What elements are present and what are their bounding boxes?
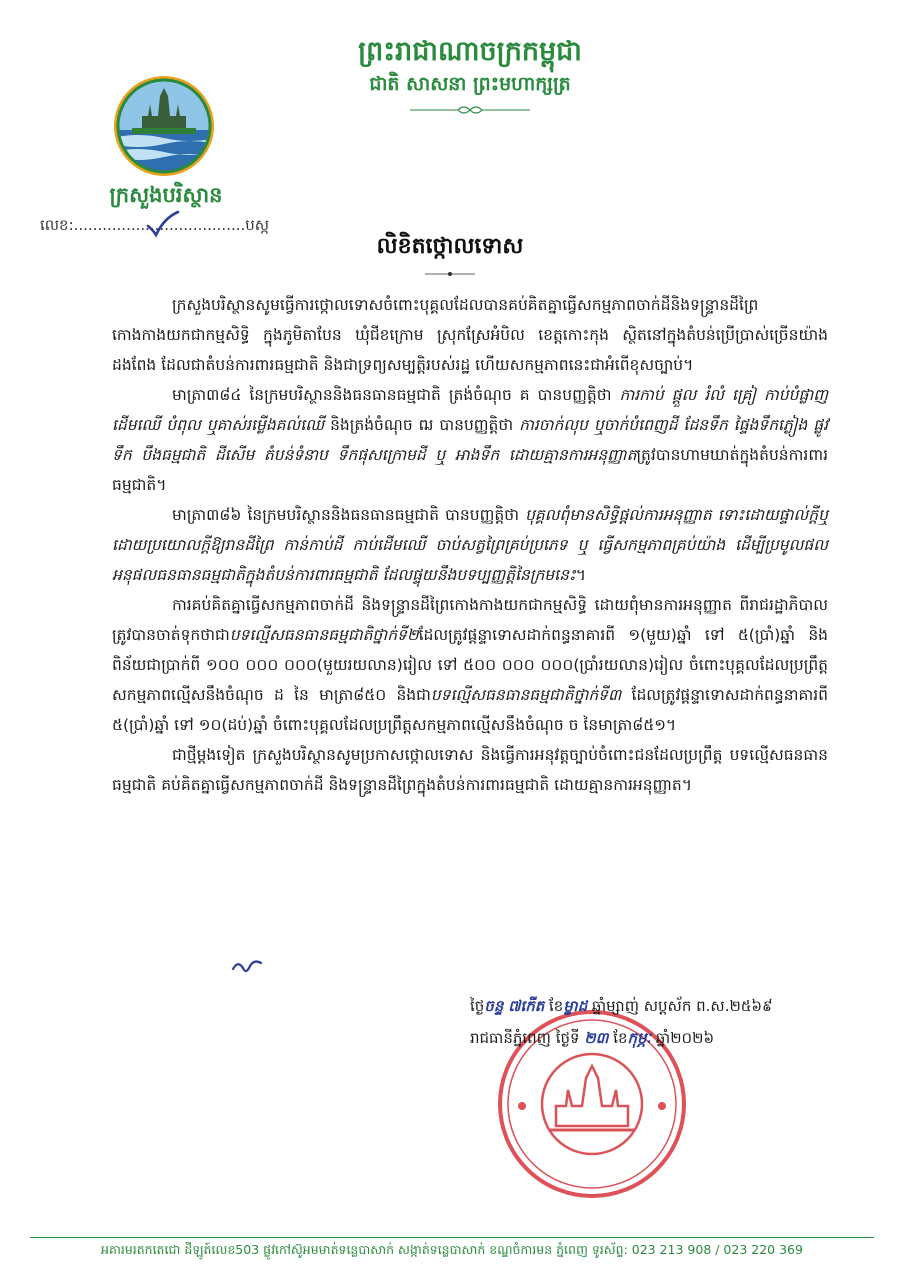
- reference-suffix: បស្ក: [245, 216, 270, 234]
- lunar-date: ថ្ងៃចន្ទ ៧កើត ខែម្ខាដ ឆ្នាំម្សាញ់ សប្តស័ក ព.ស.២៥៦៩: [470, 997, 773, 1015]
- ministry-name: ក្រសួងបរិស្ថាន: [109, 182, 223, 207]
- paragraph-5: ជាថ្មីម្តងទៀត ក្រសួងបរិស្ថានសូមប្រកាសថ្កោលទោស និងធ្វើការអនុវត្តច្បាប់ចំពោះជនដែលប្រព្រឹត្ត បទល្មើសធនធានធម្មជាតិ គប់គិតគ្នាធ្វើសកម្មភាពចាក់ដី និងទន្ទ្រានដីព្រៃក្នុងតំបន់ការពារធម្មជាតិ ដោយគ្មានការអនុញ្ញាត។: [112, 746, 828, 794]
- title-ornament-icon: [425, 270, 475, 278]
- paragraph-4: ការគប់គិតគ្នាធ្វើសកម្មភាពចាក់ដី និងទន្ទ្រានដីព្រៃកោងកាងយកជាកម្មសិទ្ធិ ដោយពុំមានការអនុញ្ញាត ពីរាជរដ្ឋាភិបាលត្រូវបានចាត់ទុកថាជាបទល្មើសធនធានធម្មជាតិថ្នាក់ទី២ដែលត្រូវផ្តន្ទាទោសដាក់ពន្ធនាគារពី ១(មួយ)ឆ្នាំ ទៅ ៥(ប្រាំ)ឆ្នាំ និងពិន័យជាប្រាក់ពី ១០០ ០០០ ០០០(មួយរយលាន)រៀល ទៅ ៥០០ ០០០ ០០០(ប្រាំរយលាន)រៀល ចំពោះបុគ្គលដែលប្រព្រឹត្តសកម្មភាពល្មើសនឹងចំណុច ដ នៃ មាត្រា៨៥០ និងជាបទល្មើសធនធានធម្មជាតិថ្នាក់ទី៣ ដែលត្រូវផ្តន្ទាទោសដាក់ពន្ធនាគារពី ៥(ប្រាំ)ឆ្នាំ ទៅ ១០(ដប់)ឆ្នាំ ចំពោះបុគ្គលដែលប្រព្រឹត្តសកម្មភាពល្មើសនឹងចំណុច ច នៃមាត្រា៨៥១។: [112, 596, 829, 734]
- date-block: [470, 990, 850, 1054]
- footer-address: អគារមរតកតេជោ ដីឡូត៍លេខ503 ផ្លូវកៅស៊ូអមមាត់ទន្លេបាសាក់ សង្កាត់ទន្លេបាសាក់ ខណ្ឌចំការមន ភ្នំពេញ ទូរស័ព្ទ: 023 213 908 / 023 220 369: [101, 1242, 803, 1257]
- document-title: លិខិតថ្កោលទោស: [376, 233, 524, 259]
- letter-body: [112, 290, 828, 800]
- solar-date: រាជធានីភ្នំពេញ ថ្ងៃទី ២៣ ខែកុម្ភៈ ឆ្នាំ២០២៦: [470, 1029, 715, 1047]
- paragraph-2: មាត្រា៣៨៤ នៃក្រមបរិស្ថាននិងធនធានធម្មជាតិ ត្រង់ចំណុច គ បានបញ្ញត្តិថា ការកាប់ ផ្តួល រំលំ គ្រៀ កាប់បំផ្លាញដើមឈើ បំពុល ឬគាស់រម្លើងគល់ឈើ និងត្រង់ចំណុច ឍ បានបញ្ញត្តិថា ការចាក់លុប ឬចាក់បំពេញដី ដែនទឹក ផ្ទៃងទឹកភ្លៀង ផ្លូវទឹក បឹងធម្មជាតិ ដីសើម តំបន់ទំនាប ទឹកផុសក្រោមដី ឬ អាងទឹក ដោយគ្មានការអនុញ្ញាតត្រូវបានហាមឃាត់ក្នុងតំបន់ការពារធម្មជាតិ។: [112, 386, 829, 494]
- reference-label: លេខ:....................................: [40, 216, 246, 234]
- national-motto: ជាតិ សាសនា ព្រះមហាក្សត្រ: [369, 73, 571, 95]
- letterhead-kingdom: [300, 34, 640, 120]
- paragraph-3: មាត្រា៣៨៦ នៃក្រមបរិស្ថាននិងធនធានធម្មជាតិ បានបញ្ញត្តិថា បុគ្គលពុំមានសិទ្ធិផ្តល់ការអនុញ្ញាត ទោះដោយផ្ទាល់ក្តីឬដោយប្រយោលក្តីឱ្យរានដីព្រៃ កាន់កាប់ដី កាប់ដើមឈើ ចាប់សត្វព្រៃគ្រប់ប្រភេទ ឬ ធ្វើសកម្មភាពគ្រប់យ៉ាង ដើម្បីប្រមូលផល អនុផលធនធានធម្មជាតិក្នុងតំបន់ការពារធម្មជាតិ ដែលផ្ទុយនឹងបទប្បញ្ញត្តិនៃក្រមនេះ។: [112, 506, 828, 584]
- handwritten-initial-icon: [230, 957, 264, 979]
- check-mark-icon: [144, 210, 180, 238]
- reference-number: [40, 216, 300, 238]
- footer-divider: [30, 1237, 874, 1238]
- paragraph-1: ក្រសួងបរិស្ថានសូមធ្វើការថ្កោលទោសចំពោះបុគ្គលដែលបានគប់គិតគ្នាធ្វើសកម្មភាពចាក់ដីនិងទន្ទ្រានដីព្រៃកោងកាងយកជាកម្មសិទ្ធិ ក្នុងភូមិតាបែន ឃុំជីខក្រោម ស្រុកស្រែអំបិល ខេត្តកោះកុង ស្ថិតនៅក្នុងតំបន់ប្រើប្រាស់ច្រើនយ៉ាងដងពែង ដែលជាតំបន់ការពារធម្មជាតិ និងជាទ្រព្យសម្បត្តិរបស់រដ្ឋ ហើយសកម្មភាពនេះជាអំពើខុសច្បាប់។: [112, 296, 828, 374]
- ministry-logo-icon: [112, 74, 216, 178]
- kingdom-name: ព្រះរាជាណាចក្រកម្ពុជា: [358, 36, 582, 67]
- ornament-divider-icon: [410, 104, 530, 116]
